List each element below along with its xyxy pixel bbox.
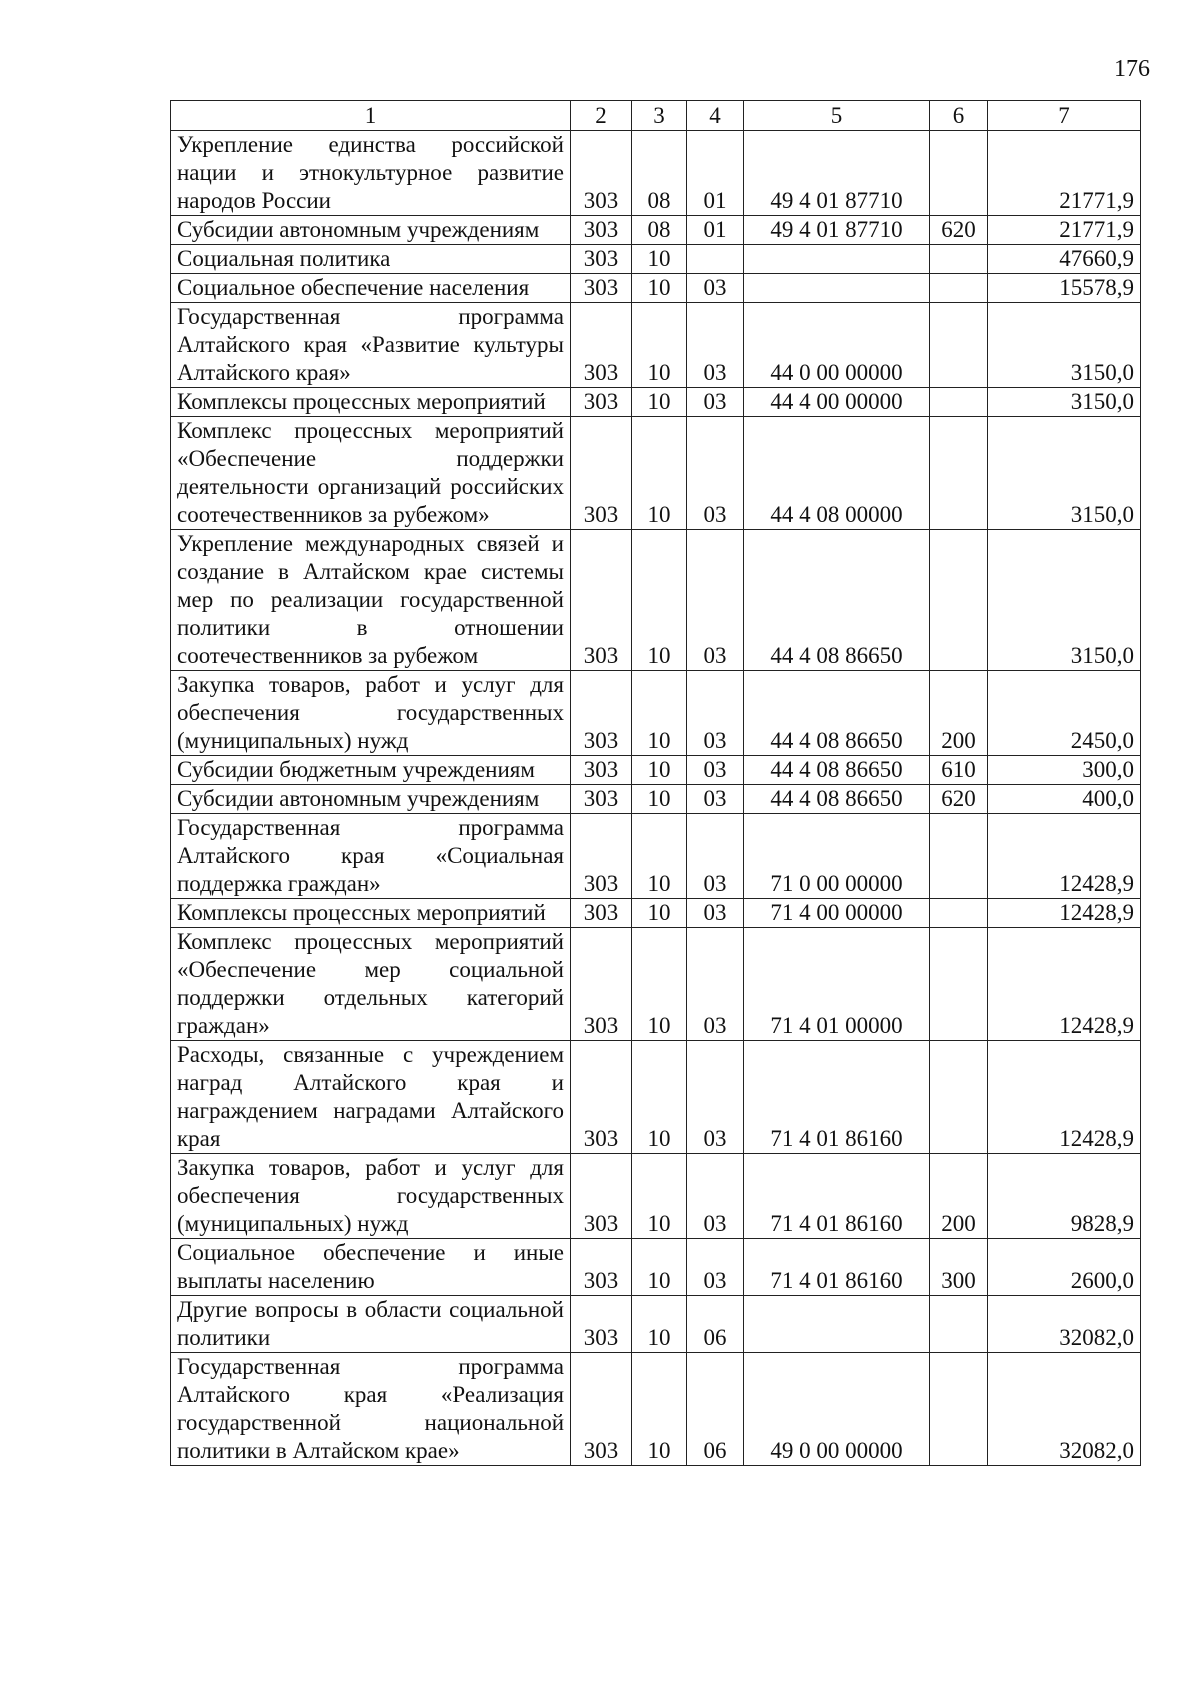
admin-code-cell: 303 — [571, 671, 632, 756]
table-body — [171, 131, 1141, 1466]
section-code-cell: 10 — [632, 671, 687, 756]
target-article-code-cell: 71 0 00 00000 — [744, 814, 930, 899]
admin-code-cell: 303 — [571, 1154, 632, 1239]
subsection-code-cell: 03 — [687, 1239, 744, 1296]
amount-cell: 21771,9 — [988, 216, 1141, 245]
admin-code-cell: 303 — [571, 274, 632, 303]
section-code-cell: 10 — [632, 785, 687, 814]
amount-cell: 3150,0 — [988, 303, 1141, 388]
table-row — [171, 928, 1141, 1041]
expense-type-code-cell — [930, 1353, 988, 1466]
expense-type-code-cell — [930, 417, 988, 530]
expense-type-code-cell — [930, 303, 988, 388]
amount-cell: 47660,9 — [988, 245, 1141, 274]
amount-cell: 12428,9 — [988, 899, 1141, 928]
item-name-cell: Комплексы процессных мероприятий — [171, 899, 571, 928]
section-code-cell: 10 — [632, 274, 687, 303]
table-row — [171, 216, 1141, 245]
admin-code-cell: 303 — [571, 245, 632, 274]
table-row — [171, 1041, 1141, 1154]
subsection-code-cell: 03 — [687, 303, 744, 388]
table-row — [171, 785, 1141, 814]
amount-cell: 15578,9 — [988, 274, 1141, 303]
item-name-cell: Субсидии автономным учреждениям — [171, 785, 571, 814]
target-article-code-cell: 44 4 00 00000 — [744, 388, 930, 417]
expense-type-code-cell — [930, 899, 988, 928]
expense-type-code-cell — [930, 245, 988, 274]
subsection-code-cell: 06 — [687, 1353, 744, 1466]
amount-cell: 32082,0 — [988, 1296, 1141, 1353]
section-code-cell: 10 — [632, 1296, 687, 1353]
item-name-cell: Расходы, связанные с учреждением наград Алтайского края и награждением наградами Алтайского края — [171, 1041, 571, 1154]
subsection-code-cell: 03 — [687, 814, 744, 899]
amount-cell: 3150,0 — [988, 388, 1141, 417]
admin-code-cell: 303 — [571, 530, 632, 671]
target-article-code-cell: 71 4 01 86160 — [744, 1154, 930, 1239]
expense-type-code-cell — [930, 814, 988, 899]
item-name-cell: Другие вопросы в области социальной политики — [171, 1296, 571, 1353]
column-header-7: 7 — [988, 101, 1141, 131]
table-row — [171, 303, 1141, 388]
target-article-code-cell: 44 0 00 00000 — [744, 303, 930, 388]
expense-type-code-cell — [930, 1041, 988, 1154]
admin-code-cell: 303 — [571, 1041, 632, 1154]
amount-cell: 12428,9 — [988, 1041, 1141, 1154]
table-row — [171, 131, 1141, 216]
section-code-cell: 10 — [632, 417, 687, 530]
subsection-code-cell: 03 — [687, 417, 744, 530]
item-name-cell: Государственная программа Алтайского края «Развитие культуры Алтайского края» — [171, 303, 571, 388]
item-name-cell: Социальная политика — [171, 245, 571, 274]
page-number: 176 — [1114, 56, 1150, 82]
subsection-code-cell: 03 — [687, 530, 744, 671]
item-name-cell: Комплекс процессных мероприятий «Обеспечение мер социальной поддержки отдельных категорий граждан» — [171, 928, 571, 1041]
admin-code-cell: 303 — [571, 1353, 632, 1466]
column-header-5: 5 — [744, 101, 930, 131]
amount-cell: 9828,9 — [988, 1154, 1141, 1239]
expense-type-code-cell — [930, 388, 988, 417]
item-name-cell: Закупка товаров, работ и услуг для обеспечения государственных (муниципальных) нужд — [171, 671, 571, 756]
amount-cell: 400,0 — [988, 785, 1141, 814]
column-header-4: 4 — [687, 101, 744, 131]
column-header-6: 6 — [930, 101, 988, 131]
target-article-code-cell: 49 0 00 00000 — [744, 1353, 930, 1466]
target-article-code-cell: 44 4 08 86650 — [744, 756, 930, 785]
admin-code-cell: 303 — [571, 417, 632, 530]
item-name-cell: Укрепление международных связей и создание в Алтайском крае системы мер по реализации государственной политики в отношении соотечественников за рубежом — [171, 530, 571, 671]
target-article-code-cell: 44 4 08 86650 — [744, 785, 930, 814]
admin-code-cell: 303 — [571, 1239, 632, 1296]
table-row — [171, 899, 1141, 928]
subsection-code-cell: 03 — [687, 1041, 744, 1154]
expense-type-code-cell — [930, 1296, 988, 1353]
subsection-code-cell: 03 — [687, 1154, 744, 1239]
item-name-cell: Комплексы процессных мероприятий — [171, 388, 571, 417]
table-row — [171, 756, 1141, 785]
table-row — [171, 530, 1141, 671]
subsection-code-cell: 01 — [687, 216, 744, 245]
expense-type-code-cell: 300 — [930, 1239, 988, 1296]
subsection-code-cell: 03 — [687, 899, 744, 928]
target-article-code-cell: 44 4 08 86650 — [744, 671, 930, 756]
expense-type-code-cell: 620 — [930, 785, 988, 814]
section-code-cell: 10 — [632, 303, 687, 388]
amount-cell: 21771,9 — [988, 131, 1141, 216]
target-article-code-cell: 44 4 08 00000 — [744, 417, 930, 530]
table-row — [171, 274, 1141, 303]
target-article-code-cell: 71 4 01 00000 — [744, 928, 930, 1041]
subsection-code-cell: 03 — [687, 928, 744, 1041]
column-header-2: 2 — [571, 101, 632, 131]
item-name-cell: Комплекс процессных мероприятий «Обеспечение поддержки деятельности организаций российских соотечественников за рубежом» — [171, 417, 571, 530]
amount-cell: 2450,0 — [988, 671, 1141, 756]
item-name-cell: Социальное обеспечение и иные выплаты населению — [171, 1239, 571, 1296]
section-code-cell: 10 — [632, 1353, 687, 1466]
expense-type-code-cell: 200 — [930, 1154, 988, 1239]
table-row — [171, 1239, 1141, 1296]
admin-code-cell: 303 — [571, 131, 632, 216]
target-article-code-cell — [744, 1296, 930, 1353]
column-header-3: 3 — [632, 101, 687, 131]
section-code-cell: 10 — [632, 1239, 687, 1296]
admin-code-cell: 303 — [571, 928, 632, 1041]
expense-type-code-cell — [930, 131, 988, 216]
table-row — [171, 1296, 1141, 1353]
table-row — [171, 417, 1141, 530]
expense-type-code-cell: 610 — [930, 756, 988, 785]
target-article-code-cell: 71 4 01 86160 — [744, 1041, 930, 1154]
item-name-cell: Социальное обеспечение населения — [171, 274, 571, 303]
section-code-cell: 10 — [632, 814, 687, 899]
item-name-cell: Укрепление единства российской нации и этнокультурное развитие народов России — [171, 131, 571, 216]
section-code-cell: 10 — [632, 756, 687, 785]
section-code-cell: 10 — [632, 530, 687, 671]
amount-cell: 12428,9 — [988, 814, 1141, 899]
subsection-code-cell — [687, 245, 744, 274]
section-code-cell: 08 — [632, 131, 687, 216]
subsection-code-cell: 03 — [687, 756, 744, 785]
section-code-cell: 10 — [632, 1154, 687, 1239]
item-name-cell: Субсидии автономным учреждениям — [171, 216, 571, 245]
item-name-cell: Государственная программа Алтайского края «Реализация государственной национальной политики в Алтайском крае» — [171, 1353, 571, 1466]
expense-type-code-cell: 620 — [930, 216, 988, 245]
amount-cell: 32082,0 — [988, 1353, 1141, 1466]
amount-cell: 3150,0 — [988, 417, 1141, 530]
table-row — [171, 1353, 1141, 1466]
amount-cell: 2600,0 — [988, 1239, 1141, 1296]
table-row — [171, 388, 1141, 417]
subsection-code-cell: 01 — [687, 131, 744, 216]
admin-code-cell: 303 — [571, 785, 632, 814]
target-article-code-cell — [744, 245, 930, 274]
admin-code-cell: 303 — [571, 814, 632, 899]
target-article-code-cell: 44 4 08 86650 — [744, 530, 930, 671]
section-code-cell: 10 — [632, 899, 687, 928]
expense-type-code-cell: 200 — [930, 671, 988, 756]
table-header — [171, 101, 1141, 131]
admin-code-cell: 303 — [571, 756, 632, 785]
amount-cell: 12428,9 — [988, 928, 1141, 1041]
target-article-code-cell — [744, 274, 930, 303]
expense-type-code-cell — [930, 274, 988, 303]
admin-code-cell: 303 — [571, 1296, 632, 1353]
table-row — [171, 1154, 1141, 1239]
admin-code-cell: 303 — [571, 216, 632, 245]
target-article-code-cell: 49 4 01 87710 — [744, 216, 930, 245]
expense-type-code-cell — [930, 530, 988, 671]
column-header-1: 1 — [171, 101, 571, 131]
subsection-code-cell: 03 — [687, 785, 744, 814]
subsection-code-cell: 03 — [687, 274, 744, 303]
target-article-code-cell: 49 4 01 87710 — [744, 131, 930, 216]
subsection-code-cell: 06 — [687, 1296, 744, 1353]
section-code-cell: 08 — [632, 216, 687, 245]
section-code-cell: 10 — [632, 388, 687, 417]
amount-cell: 300,0 — [988, 756, 1141, 785]
table-row — [171, 245, 1141, 274]
target-article-code-cell: 71 4 00 00000 — [744, 899, 930, 928]
item-name-cell: Закупка товаров, работ и услуг для обеспечения государственных (муниципальных) нужд — [171, 1154, 571, 1239]
target-article-code-cell: 71 4 01 86160 — [744, 1239, 930, 1296]
section-code-cell: 10 — [632, 245, 687, 274]
budget-table — [170, 100, 1141, 1466]
expense-type-code-cell — [930, 928, 988, 1041]
section-code-cell: 10 — [632, 928, 687, 1041]
subsection-code-cell: 03 — [687, 388, 744, 417]
admin-code-cell: 303 — [571, 303, 632, 388]
header-row — [171, 101, 1141, 131]
admin-code-cell: 303 — [571, 388, 632, 417]
item-name-cell: Государственная программа Алтайского края «Социальная поддержка граждан» — [171, 814, 571, 899]
table-row — [171, 671, 1141, 756]
subsection-code-cell: 03 — [687, 671, 744, 756]
admin-code-cell: 303 — [571, 899, 632, 928]
amount-cell: 3150,0 — [988, 530, 1141, 671]
section-code-cell: 10 — [632, 1041, 687, 1154]
item-name-cell: Субсидии бюджетным учреждениям — [171, 756, 571, 785]
table-row — [171, 814, 1141, 899]
